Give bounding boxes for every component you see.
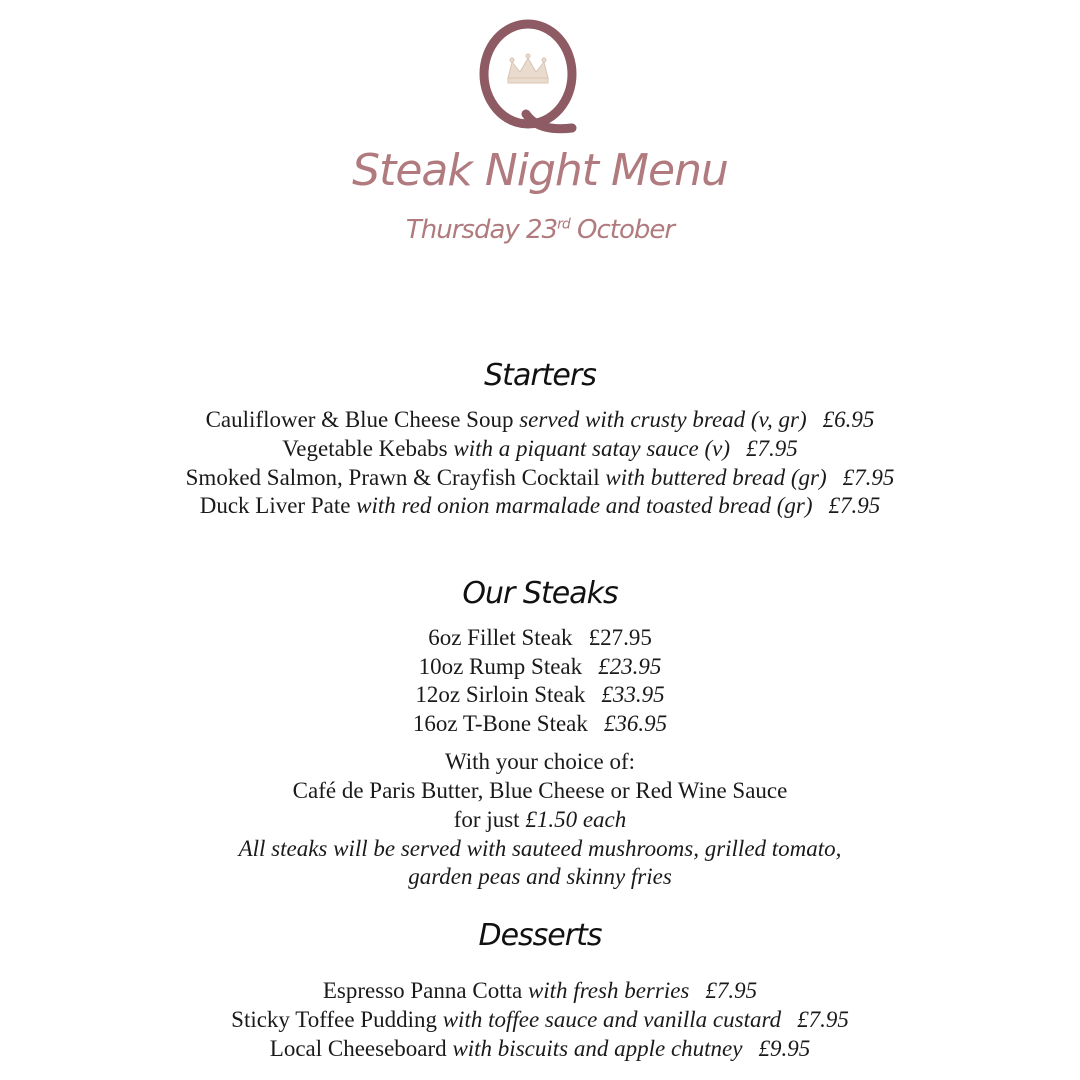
crown-icon <box>508 54 548 83</box>
dessert-item: Sticky Toffee Pudding with toffee sauce and vanilla custard £7.95 <box>231 1007 849 1032</box>
q-crown-logo <box>468 18 592 138</box>
starter-item: Vegetable Kebabs with a piquant satay sauce (v) £7.95 <box>282 436 798 461</box>
choice-intro: With your choice of: <box>444 749 636 774</box>
dessert-item: Espresso Panna Cotta with fresh berries £7.95 <box>322 978 758 1003</box>
starters-heading: Starters <box>484 358 596 393</box>
steak-item: 10oz Rump Steak £23.95 <box>418 654 662 679</box>
sauce-options: Café de Paris Butter, Blue Cheese or Red Wine Sauce <box>292 778 788 803</box>
served-with-line-2: garden peas and skinny fries <box>408 864 672 889</box>
menu-date: Thursday 23rd October <box>405 215 675 245</box>
steak-item: 12oz Sirloin Steak £33.95 <box>415 682 665 707</box>
menu-title: Steak Night Menu <box>352 145 728 196</box>
dessert-item: Local Cheeseboard with biscuits and apple chutney £9.95 <box>269 1036 811 1061</box>
starter-item: Duck Liver Pate with red onion marmalade and toasted bread (gr) £7.95 <box>199 493 881 518</box>
steaks-heading: Our Steaks <box>462 576 618 611</box>
steak-item: 6oz Fillet Steak £27.95 <box>428 625 652 650</box>
served-with-line-1: All steaks will be served with sauteed mushrooms, grilled tomato, <box>238 836 842 861</box>
sauce-price: for just £1.50 each <box>453 807 627 832</box>
steak-item: 16oz T-Bone Steak £36.95 <box>412 711 668 736</box>
desserts-heading: Desserts <box>478 918 602 953</box>
starter-item: Smoked Salmon, Prawn & Crayfish Cocktail with buttered bread (gr) £7.95 <box>185 465 895 490</box>
starter-item: Cauliflower & Blue Cheese Soup served with crusty bread (v, gr) £6.95 <box>205 407 875 432</box>
